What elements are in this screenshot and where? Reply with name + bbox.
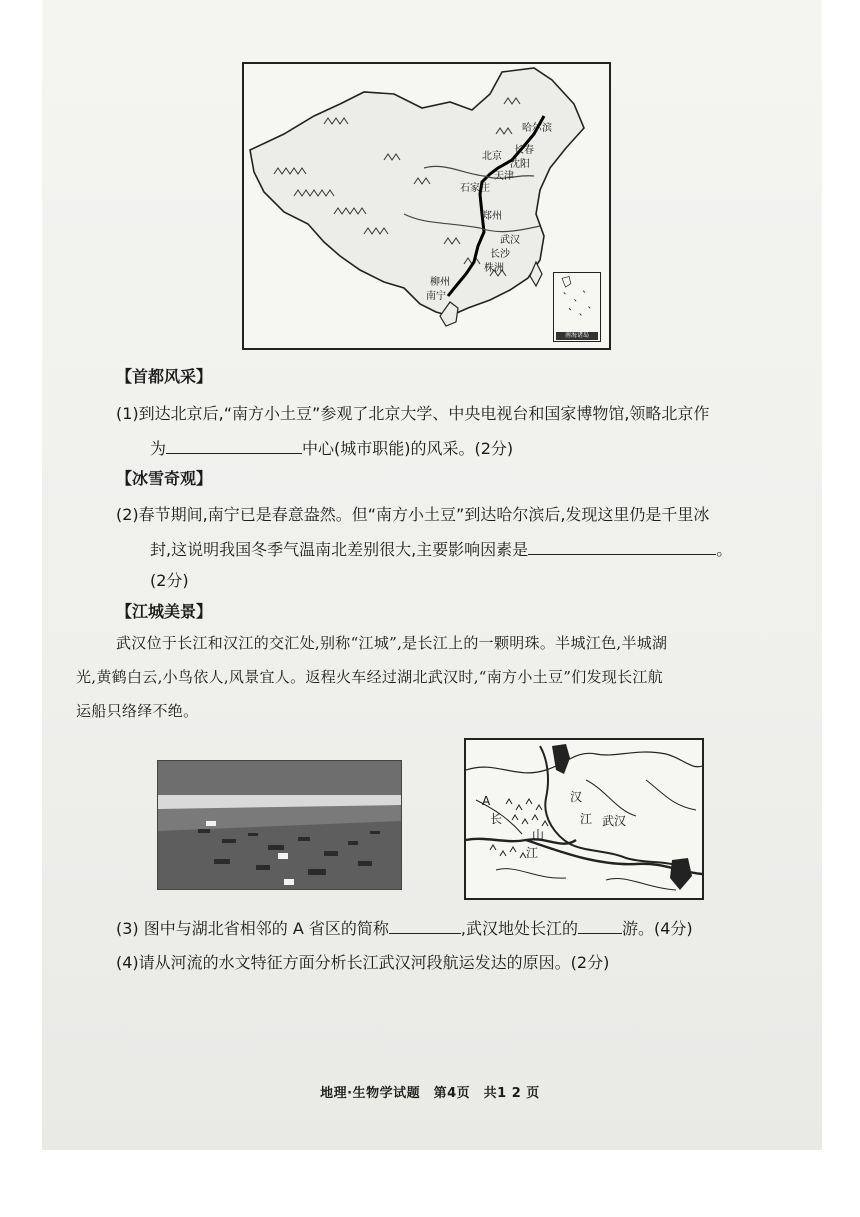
city-label-nanning: 南宁 (426, 291, 446, 302)
page-footer: 地理·生物学试题 第4页 共1 2 页 (320, 1086, 540, 1101)
question-2-line-1: (2)春节期间,南宁已是春意盎然。但“南方小土豆”到达哈尔滨后,发现这里仍是千里冰 (116, 505, 710, 524)
map-label-a: A (482, 794, 491, 808)
question-1-line-2 (150, 436, 513, 459)
china-railway-map (242, 62, 611, 350)
answer-blank-influencing-factor[interactable] (528, 540, 716, 555)
passage-line-1: 武汉位于长江和汉江的交汇处,别称“江城”,是长江上的一颗明珠。半城江色,半城湖 (116, 634, 668, 652)
passage-line-3: 运船只络绎不绝。 (76, 702, 199, 720)
city-label-tianjin: 天津 (494, 171, 514, 182)
question-3-suffix: 游。(4分) (621, 919, 693, 938)
question-2-prefix: 封,这说明我国冬季气温南北差别很大,主要影响因素是 (150, 540, 529, 559)
question-3-middle: ,武汉地处长江的 (460, 919, 578, 938)
question-2-suffix: 。 (716, 540, 733, 559)
passage-line-2: 光,黄鹤白云,小鸟依人,风景宜人。返程火车经过湖北武汉时,“南方小土豆”们发现长江航 (76, 668, 664, 686)
answer-blank-province[interactable] (389, 919, 461, 934)
photo-svg (158, 761, 401, 889)
question-4: (4)请从河流的水文特征方面分析长江武汉河段航运发达的原因。(2分) (116, 953, 610, 972)
question-2-points: (2分) (150, 571, 189, 590)
map-label-jiang-han: 江 (580, 812, 593, 826)
answer-blank-city-function[interactable] (166, 439, 302, 454)
question-2-line-2 (150, 537, 732, 560)
inset-label: 南海诸岛 (556, 332, 598, 340)
city-label-shenyang: 沈阳 (510, 159, 530, 170)
inset-islands-svg (554, 273, 600, 333)
section-title-capital: 【首都风采】 (116, 367, 213, 386)
question-1-suffix: 中心(城市职能)的风采。(2分) (302, 439, 514, 458)
wuhan-region-map (464, 738, 704, 900)
section-title-ice: 【冰雪奇观】 (116, 469, 213, 488)
section-title-river: 【江城美景】 (116, 602, 213, 621)
city-label-changsha: 长沙 (490, 249, 510, 260)
south-china-sea-inset (553, 272, 601, 342)
map-label-shan: 山 (532, 828, 545, 842)
map-label-jiang-chang: 江 (526, 846, 539, 860)
question-3-prefix: (3) 图中与湖北省相邻的 A 省区的简称 (116, 919, 389, 938)
city-label-zhengzhou: 郑州 (482, 211, 502, 222)
city-label-zhuzhou: 株洲 (484, 263, 504, 274)
map-label-chang: 长 (490, 812, 503, 826)
question-3 (116, 916, 693, 939)
map-label-wuhan: 武汉 (602, 814, 627, 828)
answer-blank-river-section[interactable] (578, 919, 622, 934)
city-label-beijing: 北京 (482, 151, 502, 162)
city-label-shijiazhuang: 石家庄 (460, 183, 490, 194)
city-label-liuzhou: 柳州 (430, 277, 450, 288)
city-label-wuhan: 武汉 (500, 235, 520, 246)
yangtze-ships-photo (157, 760, 402, 890)
city-label-changchun: 长春 (514, 145, 534, 156)
map-label-han: 汉 (570, 790, 583, 804)
question-1-line-1: (1)到达北京后,“南方小土豆”参观了北京大学、中央电视台和国家博物馆,领略北京作 (116, 404, 710, 423)
question-1-prefix: 为 (150, 439, 167, 458)
city-label-harbin: 哈尔滨 (522, 123, 552, 134)
